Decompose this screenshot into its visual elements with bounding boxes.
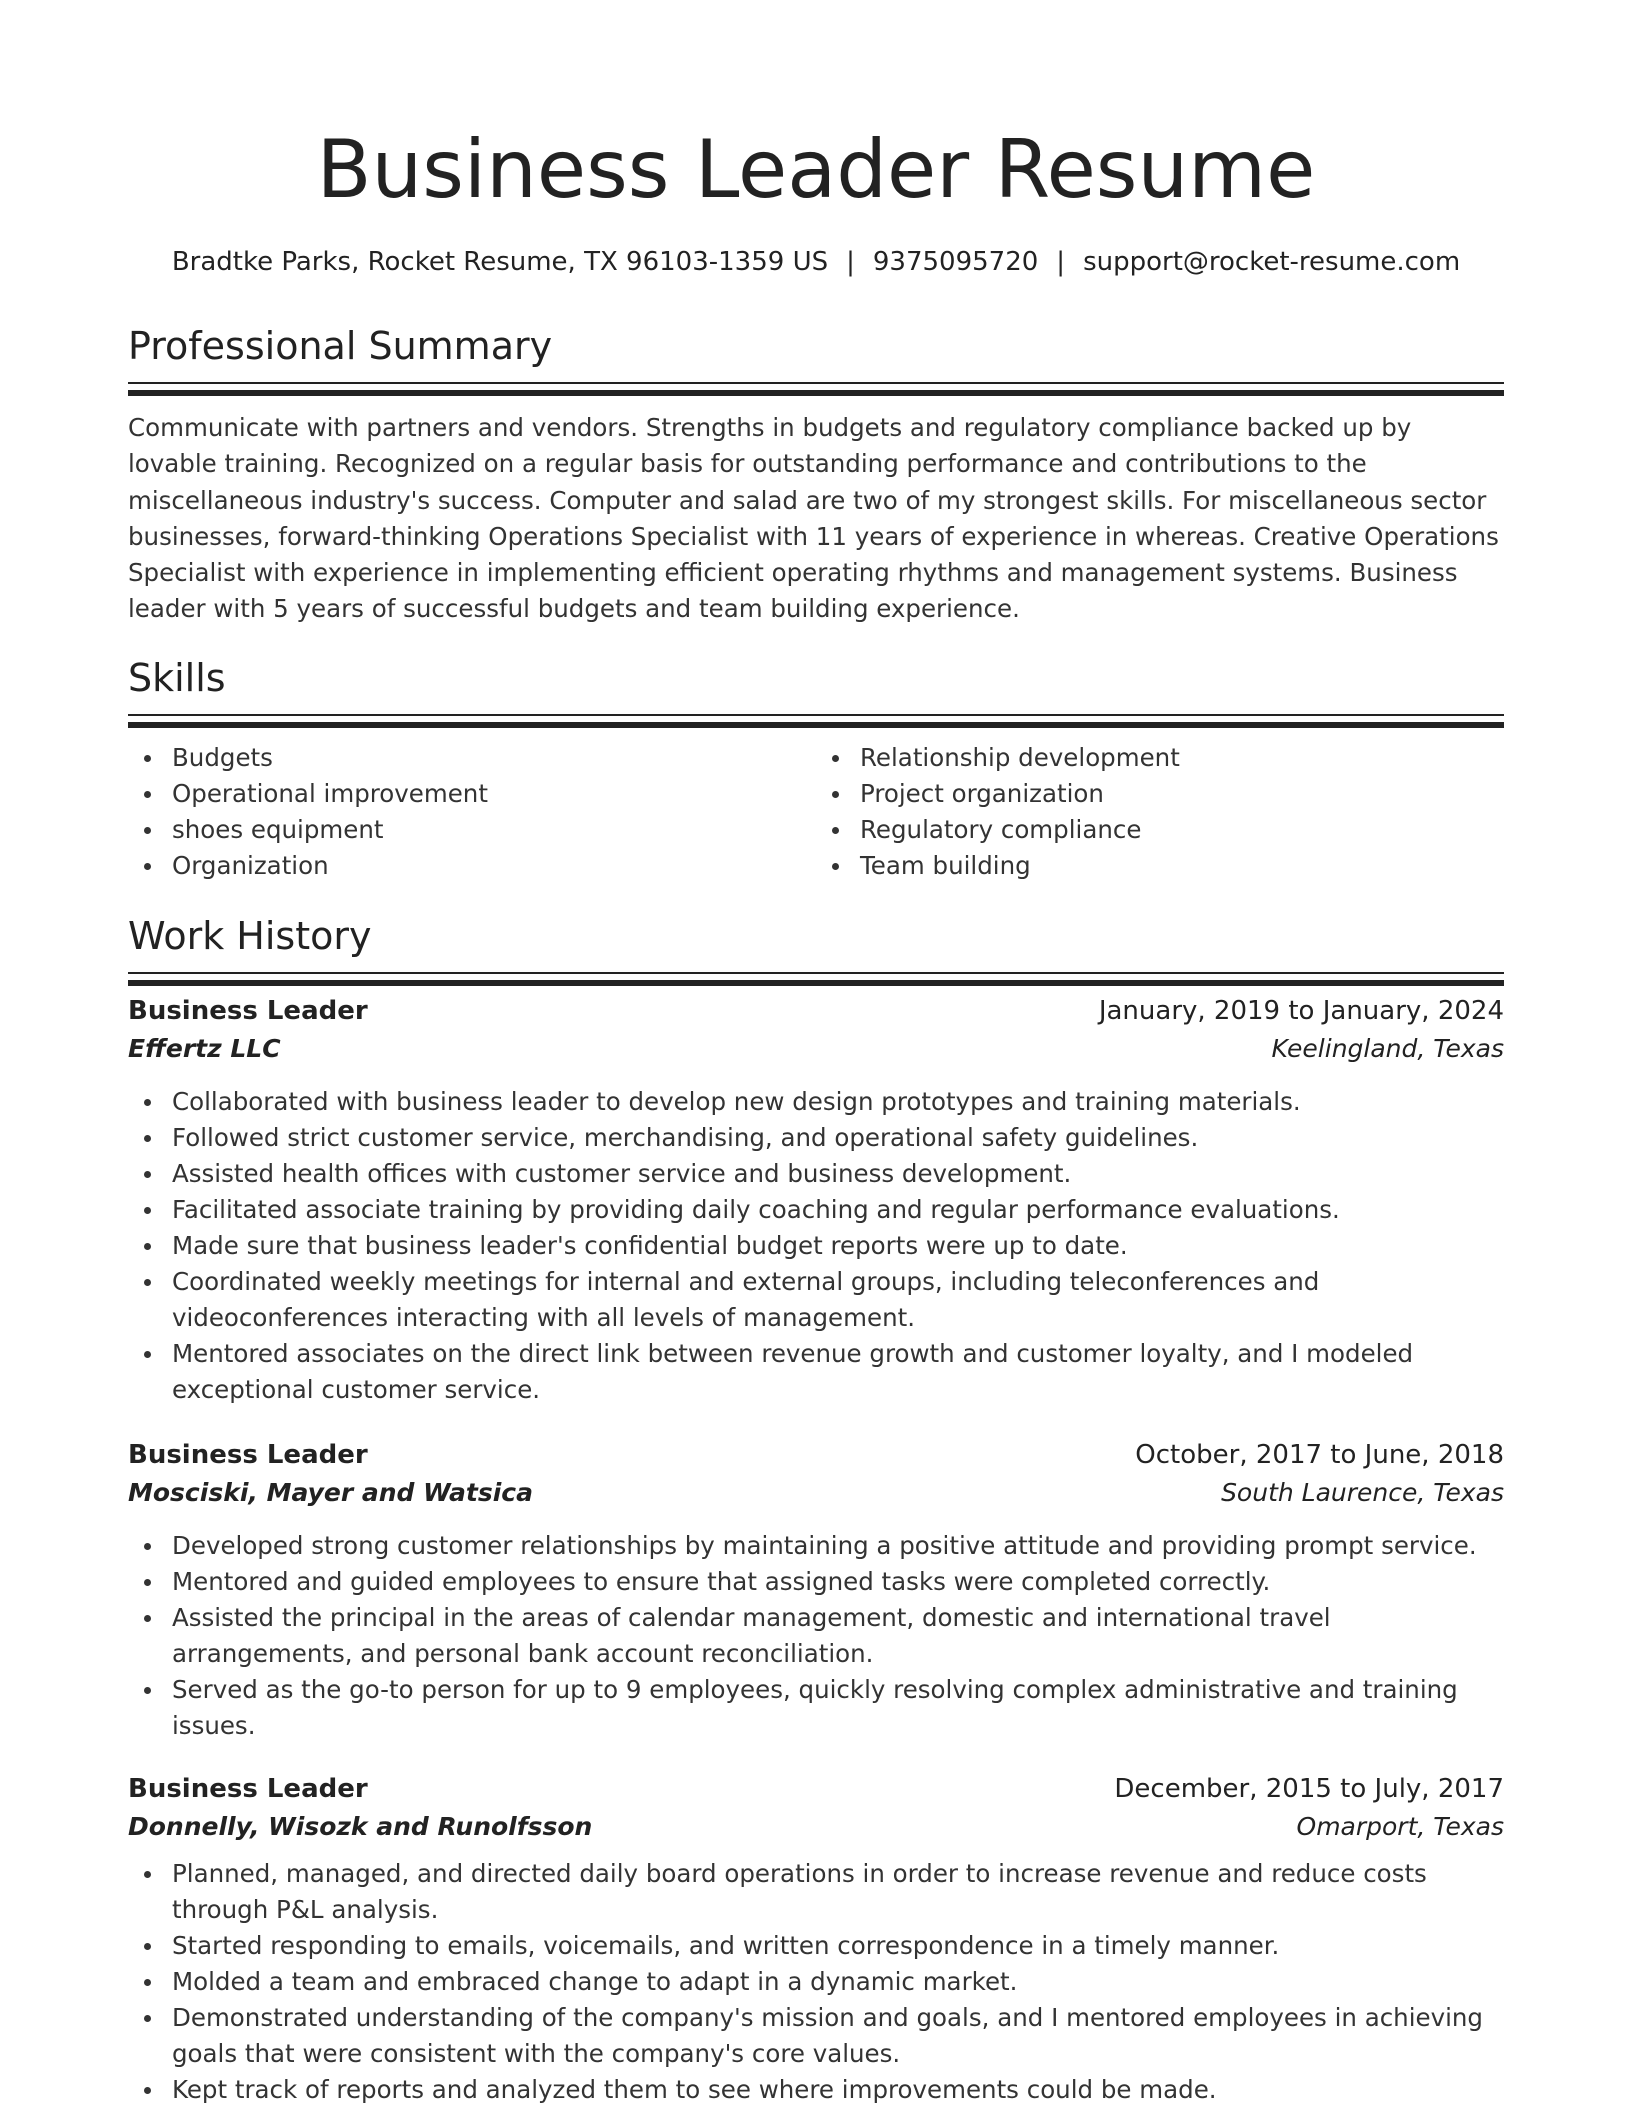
work-history-section [128, 912, 1504, 2108]
job-company: Donnelly, Wisozk and Runolfsson [128, 1811, 593, 1841]
job-subheader [128, 1030, 1504, 1068]
duty-item: Started responding to emails, voicemails, and written correspondence in a timely manner. [172, 1928, 1504, 1964]
job-duties [128, 1856, 1504, 2108]
job-dates: October, 2017 to June, 2018 [1135, 1439, 1504, 1470]
section-divider [128, 714, 1504, 716]
section-divider [128, 382, 1504, 384]
contact-separator: | [846, 247, 855, 277]
job-header [128, 1770, 1504, 1808]
skills-column-right [816, 740, 1504, 884]
duty-item: Kept track of reports and analyzed them to see where improvements could be made. [172, 2072, 1504, 2108]
job-entry [128, 1770, 1504, 2108]
resume-title: Business Leader Resume [316, 123, 1316, 216]
skill-item: Organization [172, 848, 816, 884]
contact-line [128, 244, 1504, 280]
skill-item: Budgets [172, 740, 816, 776]
job-entry [128, 992, 1504, 1408]
duty-item: Developed strong customer relationships by maintaining a positive attitude and providing prompt service. [172, 1528, 1504, 1564]
skills-list [128, 740, 1504, 884]
skills-column-left [128, 740, 816, 884]
duty-item: Made sure that business leader's confidential budget reports were up to date. [172, 1228, 1504, 1264]
skill-item: shoes equipment [172, 812, 816, 848]
summary-section [128, 322, 1504, 628]
contact-separator: | [1056, 247, 1066, 277]
job-dates: December, 2015 to July, 2017 [1114, 1773, 1504, 1804]
duty-item: Served as the go-to person for up to 9 employees, quickly resolving complex administrative and training issues. [172, 1672, 1504, 1744]
skill-item: Regulatory compliance [860, 812, 1504, 848]
skill-item: Relationship development [860, 740, 1504, 776]
job-title: Business Leader [128, 1773, 368, 1804]
job-title: Business Leader [128, 1439, 368, 1470]
duty-item: Mentored associates on the direct link between revenue growth and customer loyalty, and I modeled exceptional customer service. [172, 1336, 1504, 1408]
job-dates: January, 2019 to January, 2024 [1098, 995, 1504, 1026]
duty-item: Planned, managed, and directed daily board operations in order to increase revenue and reduce costs through P&L analysis. [172, 1856, 1504, 1928]
job-subheader [128, 1808, 1504, 1846]
duty-item: Followed strict customer service, merchandising, and operational safety guidelines. [172, 1120, 1504, 1156]
work-history-heading: Work History [128, 913, 372, 958]
job-company: Effertz LLC [128, 1033, 281, 1063]
job-location: South Laurence, Texas [1221, 1477, 1504, 1507]
job-company: Mosciski, Mayer and Watsica [128, 1477, 533, 1507]
duty-item: Mentored and guided employees to ensure that assigned tasks were completed correctly. [172, 1564, 1504, 1600]
skill-item: Project organization [860, 776, 1504, 812]
duty-item: Coordinated weekly meetings for internal and external groups, including teleconferences and videoconferences interacting with all levels of management. [172, 1264, 1504, 1336]
job-duties [128, 1528, 1504, 1744]
duty-item: Facilitated associate training by providing daily coaching and regular performance evaluations. [172, 1192, 1504, 1228]
job-subheader [128, 1474, 1504, 1512]
duty-item: Molded a team and embraced change to adapt in a dynamic market. [172, 1964, 1504, 2000]
skills-section [128, 654, 1504, 884]
skill-item: Team building [860, 848, 1504, 884]
job-entry [128, 1436, 1504, 1744]
job-title: Business Leader [128, 995, 368, 1026]
job-duties [128, 1084, 1504, 1408]
summary-heading: Professional Summary [128, 324, 553, 368]
skill-item: Operational improvement [172, 776, 816, 812]
summary-text: Communicate with partners and vendors. Strengths in budgets and regulatory compliance backed up by lovable training. Recognized on a regular basis for outstanding performance and contributions to the miscellaneous industry's success. Computer and salad are two of my strongest skills. For miscellaneous sector businesses, forward-thinking Operations Specialist with 11 years of experience in whereas. Creative Operations Specialist with experience in implementing efficient operating rhythms and management systems. Business leader with 5 years of successful budgets and team building experience. [128, 413, 1499, 624]
contact-address: Bradtke Parks, Rocket Resume, TX 96103-1359 US [171, 247, 829, 277]
duty-item: Collaborated with business leader to develop new design prototypes and training materials. [172, 1084, 1504, 1120]
job-location: Omarport, Texas [1296, 1811, 1504, 1841]
job-header [128, 1436, 1504, 1474]
contact-email: support@rocket-resume.com [1083, 247, 1461, 277]
duty-item: Assisted the principal in the areas of calendar management, domestic and international travel arrangements, and personal bank account reconciliation. [172, 1600, 1504, 1672]
job-location: Keelingland, Texas [1271, 1033, 1504, 1063]
skills-heading: Skills [128, 655, 226, 700]
duty-item: Demonstrated understanding of the company's mission and goals, and I mentored employees in achieving goals that were consistent with the company's core values. [172, 2000, 1504, 2072]
duty-item: Assisted health offices with customer service and business development. [172, 1156, 1504, 1192]
job-header [128, 992, 1504, 1030]
section-divider [128, 972, 1504, 974]
contact-phone: 9375095720 [872, 247, 1039, 277]
